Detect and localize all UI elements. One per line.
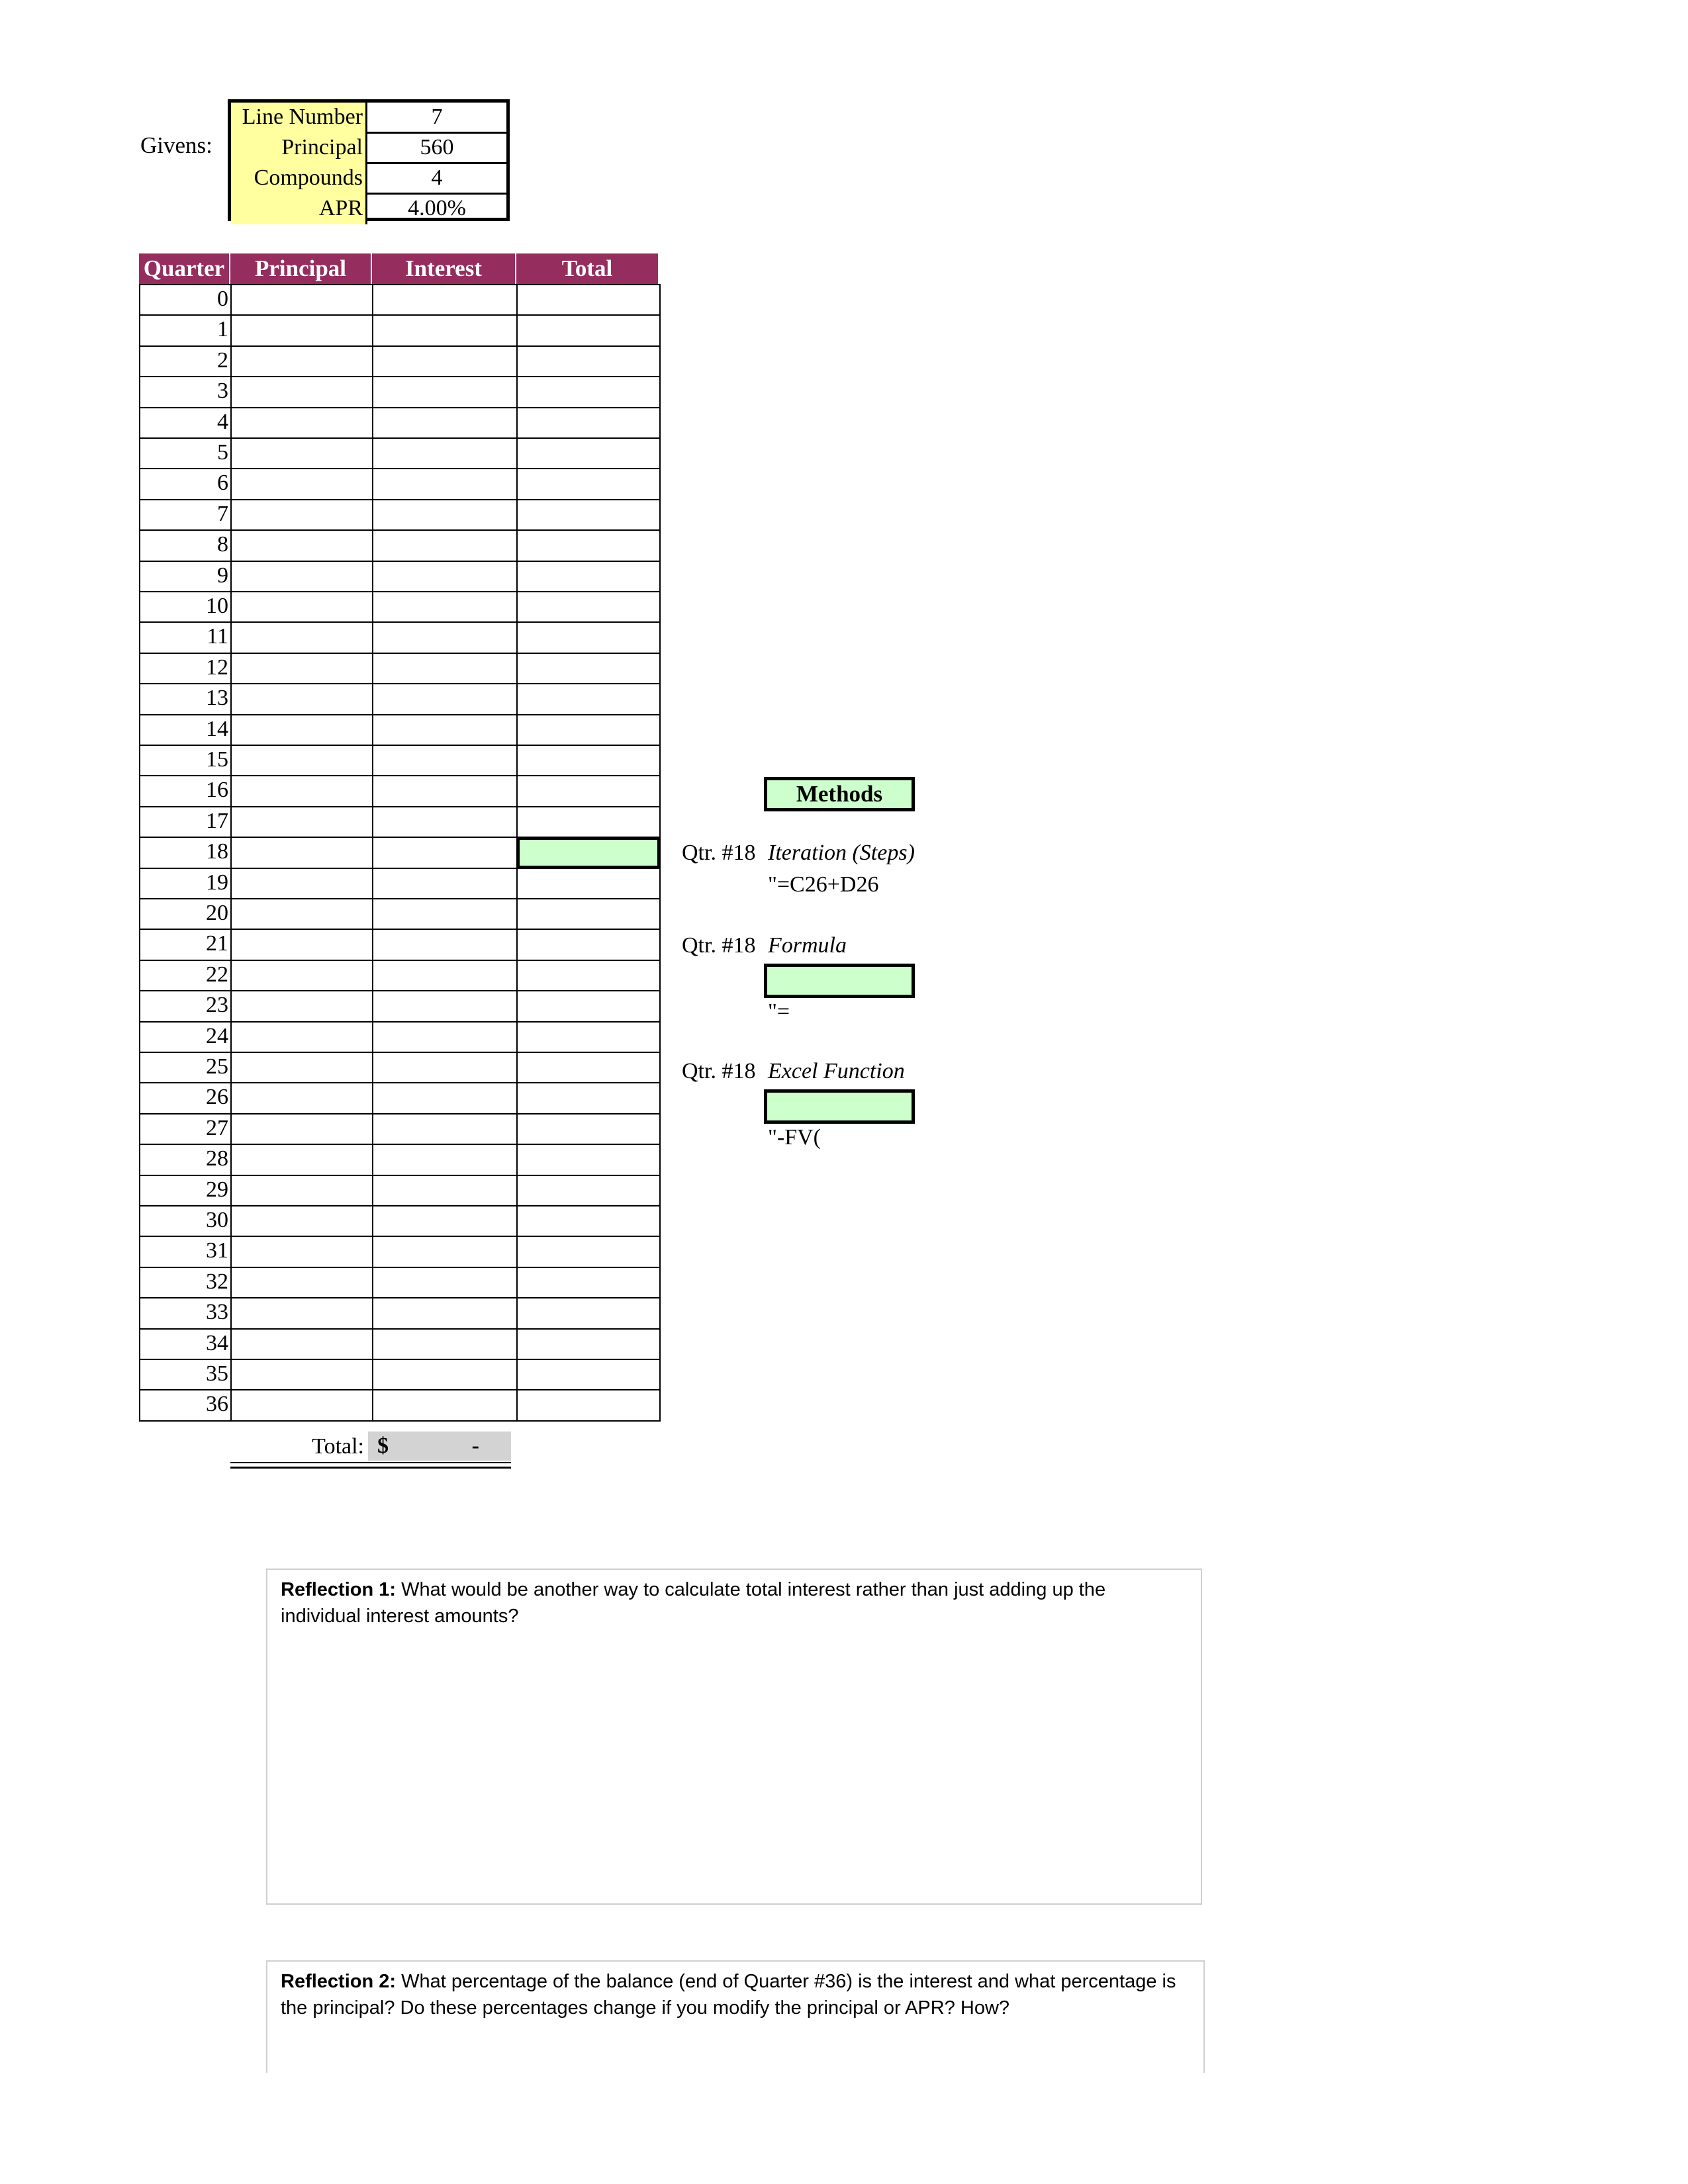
quarter-number-cell: 7 [139,499,232,531]
excel-function-answer-cell[interactable] [764,1089,915,1124]
givens-row-line-number [231,103,506,133]
total-cell[interactable] [516,407,661,439]
principal-cell[interactable] [230,745,373,776]
quarter-number-cell: 22 [139,960,232,991]
quarter-number-cell: 18 [139,837,232,868]
total-cell[interactable] [516,499,661,531]
quarter-number-cell: 12 [139,653,232,684]
interest-cell[interactable] [372,1175,518,1206]
method-iteration-formula: "=C26+D26 [768,872,879,897]
principal-cell[interactable] [230,529,373,561]
interest-cell[interactable] [372,345,518,377]
method-formula-name: Formula [768,933,847,958]
interest-cell[interactable] [372,653,518,684]
quarter-number-cell: 35 [139,1359,232,1390]
interest-cell[interactable] [372,929,518,960]
principal-cell[interactable] [230,714,373,746]
principal-cell[interactable] [230,898,373,930]
interest-cell[interactable] [372,1297,518,1329]
reflection-1-box[interactable] [266,1569,1202,1905]
interest-cell[interactable] [372,745,518,776]
interest-cell[interactable] [372,898,518,930]
interest-cell[interactable] [372,990,518,1022]
interest-cell[interactable] [372,806,518,838]
givens-compounds-value[interactable]: 4 [431,165,443,190]
reflection-2-text: What percentage of the balance (end of Quarter #36) is the interest and what percentage is the principal? Do these percentages change if you modify the principal or APR? How? [281,1971,1176,2019]
quarter-number-cell: 30 [139,1205,232,1237]
interest-cell[interactable] [372,468,518,500]
total-cell[interactable] [516,345,661,377]
principal-cell[interactable] [230,1021,373,1053]
quarter-number-cell: 9 [139,561,232,592]
total-cell[interactable] [516,898,661,930]
quarter-number-cell: 3 [139,376,232,408]
interest-cell[interactable] [372,284,518,316]
interest-cell[interactable] [372,1021,518,1053]
method-excel-function-formula: "-FV( [768,1125,821,1150]
principal-cell[interactable] [230,960,373,991]
header-quarter: Quarter [139,253,229,284]
reflection-2-label: Reflection 2: [281,1971,397,1992]
principal-cell[interactable] [230,345,373,377]
principal-cell[interactable] [230,407,373,439]
total-cell[interactable] [516,468,661,500]
interest-cell[interactable] [372,314,518,346]
quarter-number-cell: 2 [139,345,232,377]
givens-principal-label: Principal [231,133,367,163]
total-cell[interactable] [516,990,661,1022]
principal-cell[interactable] [230,591,373,623]
total-cell[interactable] [516,1175,661,1206]
total-cell[interactable] [516,1144,661,1175]
quarter-number-cell: 28 [139,1144,232,1175]
principal-cell[interactable] [230,1052,373,1083]
methods-title: Methods [764,777,915,811]
total-cell[interactable] [516,376,661,408]
quarter-number-cell: 31 [139,1236,232,1267]
total-cell[interactable] [516,284,661,316]
givens-table [228,99,510,221]
total-cell[interactable] [516,1021,661,1053]
double-underline [230,1467,511,1469]
quarter-number-cell: 20 [139,898,232,930]
quarter-number-cell: 25 [139,1052,232,1083]
interest-cell[interactable] [372,561,518,592]
interest-cell[interactable] [372,407,518,439]
total-cell[interactable] [516,621,661,653]
total-cell[interactable] [516,960,661,991]
principal-cell[interactable] [230,621,373,653]
total-cell[interactable] [516,1267,661,1298]
interest-cell[interactable] [372,1052,518,1083]
principal-cell[interactable] [230,1328,373,1360]
total-cell[interactable] [516,1359,661,1390]
principal-cell[interactable] [230,990,373,1022]
principal-cell[interactable] [230,1205,373,1237]
total-cell[interactable] [516,1389,661,1421]
quarter-number-cell: 24 [139,1021,232,1053]
interest-cell[interactable] [372,868,518,899]
quarter-number-cell: 15 [139,745,232,776]
principal-cell[interactable] [230,837,373,868]
total-cell[interactable] [516,1205,661,1237]
quarter-number-cell: 13 [139,683,232,715]
total-cell[interactable] [516,683,661,715]
interest-cell[interactable] [372,837,518,868]
method-qtr-label: Qtr. #18 [682,841,756,865]
quarter-number-cell: 10 [139,591,232,623]
principal-cell[interactable] [230,775,373,807]
total-cell[interactable] [516,1236,661,1267]
principal-cell[interactable] [230,1113,373,1145]
method-qtr-label: Qtr. #18 [682,933,756,958]
total-cell[interactable] [516,929,661,960]
quarter-number-cell: 14 [139,714,232,746]
quarter-number-cell: 21 [139,929,232,960]
quarter-number-cell: 27 [139,1113,232,1145]
quarter-number-cell: 32 [139,1267,232,1298]
method-qtr-label: Qtr. #18 [682,1059,756,1083]
interest-cell[interactable] [372,1113,518,1145]
interest-cell[interactable] [372,499,518,531]
quarter-number-cell: 4 [139,407,232,439]
method-excel-function-name: Excel Function [768,1059,905,1083]
total-cell[interactable] [516,868,661,899]
principal-cell[interactable] [230,376,373,408]
quarter-number-cell: 0 [139,284,232,316]
quarter-number-cell: 26 [139,1082,232,1114]
givens-label: Givens: [140,132,212,158]
quarter-number-cell: 16 [139,775,232,807]
total-currency: $ [377,1433,389,1458]
method-iteration-name: Iteration (Steps) [768,841,915,865]
reflection-1-label: Reflection 1: [281,1579,397,1600]
principal-cell[interactable] [230,284,373,316]
principal-cell[interactable] [230,561,373,592]
reflection-2-box[interactable] [266,1960,1205,2073]
principal-cell[interactable] [230,683,373,715]
quarter-number-cell: 1 [139,314,232,346]
givens-line-number-value[interactable]: 7 [431,105,443,129]
total-cell[interactable] [516,561,661,592]
quarter-number-cell: 29 [139,1175,232,1206]
header-interest: Interest [372,253,515,284]
principal-cell[interactable] [230,1267,373,1298]
givens-compounds-label: Compounds [231,163,367,194]
principal-cell[interactable] [230,806,373,838]
total-cell[interactable] [516,591,661,623]
givens-line-number-label: Line Number [231,103,367,133]
double-underline [230,1462,511,1463]
total-cell[interactable] [516,745,661,776]
interest-cell[interactable] [372,1082,518,1114]
total-cell[interactable] [516,1297,661,1329]
interest-cell[interactable] [372,1359,518,1390]
quarter-number-cell: 6 [139,468,232,500]
quarter-number-cell: 34 [139,1328,232,1360]
total-label: Total: [312,1434,364,1459]
principal-cell[interactable] [230,868,373,899]
reflection-1-text: What would be another way to calculate total interest rather than just adding up the individual interest amounts? [281,1579,1106,1627]
total-cell[interactable] [516,806,661,838]
total-value: - [471,1433,479,1458]
interest-cell[interactable] [372,1144,518,1175]
quarter-number-cell: 8 [139,529,232,561]
quarter-number-cell: 33 [139,1297,232,1329]
total-value-cell[interactable] [368,1432,511,1461]
principal-cell[interactable] [230,1175,373,1206]
interest-cell[interactable] [372,591,518,623]
principal-cell[interactable] [230,1144,373,1175]
givens-row-compounds [231,163,506,194]
quarter-number-cell: 17 [139,806,232,838]
principal-cell[interactable] [230,314,373,346]
principal-cell[interactable] [230,1389,373,1421]
header-principal: Principal [230,253,371,284]
interest-cell[interactable] [372,1389,518,1421]
interest-cell[interactable] [372,1205,518,1237]
total-cell[interactable] [516,1052,661,1083]
quarter-number-cell: 19 [139,868,232,899]
total-cell[interactable] [516,653,661,684]
total-cell[interactable] [516,437,661,469]
header-total: Total [516,253,658,284]
principal-cell[interactable] [230,653,373,684]
principal-cell[interactable] [230,1082,373,1114]
interest-cell[interactable] [372,1236,518,1267]
principal-cell[interactable] [230,437,373,469]
interest-cell[interactable] [372,529,518,561]
givens-row-apr [231,194,506,224]
quarter-number-cell: 23 [139,990,232,1022]
formula-answer-cell[interactable] [764,964,915,998]
interest-cell[interactable] [372,775,518,807]
givens-row-principal [231,133,506,163]
total-cell[interactable] [516,1082,661,1114]
interest-cell[interactable] [372,376,518,408]
interest-cell[interactable] [372,1328,518,1360]
principal-cell[interactable] [230,1297,373,1329]
quarter-number-cell: 11 [139,621,232,653]
method-formula-formula: "= [768,999,790,1024]
interest-cell[interactable] [372,437,518,469]
total-cell[interactable] [516,714,661,746]
principal-cell[interactable] [230,468,373,500]
total-cell[interactable] [516,529,661,561]
interest-cell[interactable] [372,714,518,746]
total-cell[interactable] [516,1113,661,1145]
total-cell[interactable] [516,314,661,346]
givens-apr-label: APR [231,194,367,224]
interest-cell[interactable] [372,960,518,991]
interest-cell[interactable] [372,683,518,715]
principal-cell[interactable] [230,1236,373,1267]
total-cell[interactable] [516,775,661,807]
principal-cell[interactable] [230,1359,373,1390]
total-cell[interactable] [516,1328,661,1360]
quarter-number-cell: 36 [139,1389,232,1421]
givens-principal-value[interactable]: 560 [420,135,454,159]
total-cell[interactable] [516,837,661,868]
interest-cell[interactable] [372,621,518,653]
givens-apr-value[interactable]: 4.00% [408,196,466,220]
principal-cell[interactable] [230,499,373,531]
principal-cell[interactable] [230,929,373,960]
quarter-number-cell: 5 [139,437,232,469]
interest-cell[interactable] [372,1267,518,1298]
